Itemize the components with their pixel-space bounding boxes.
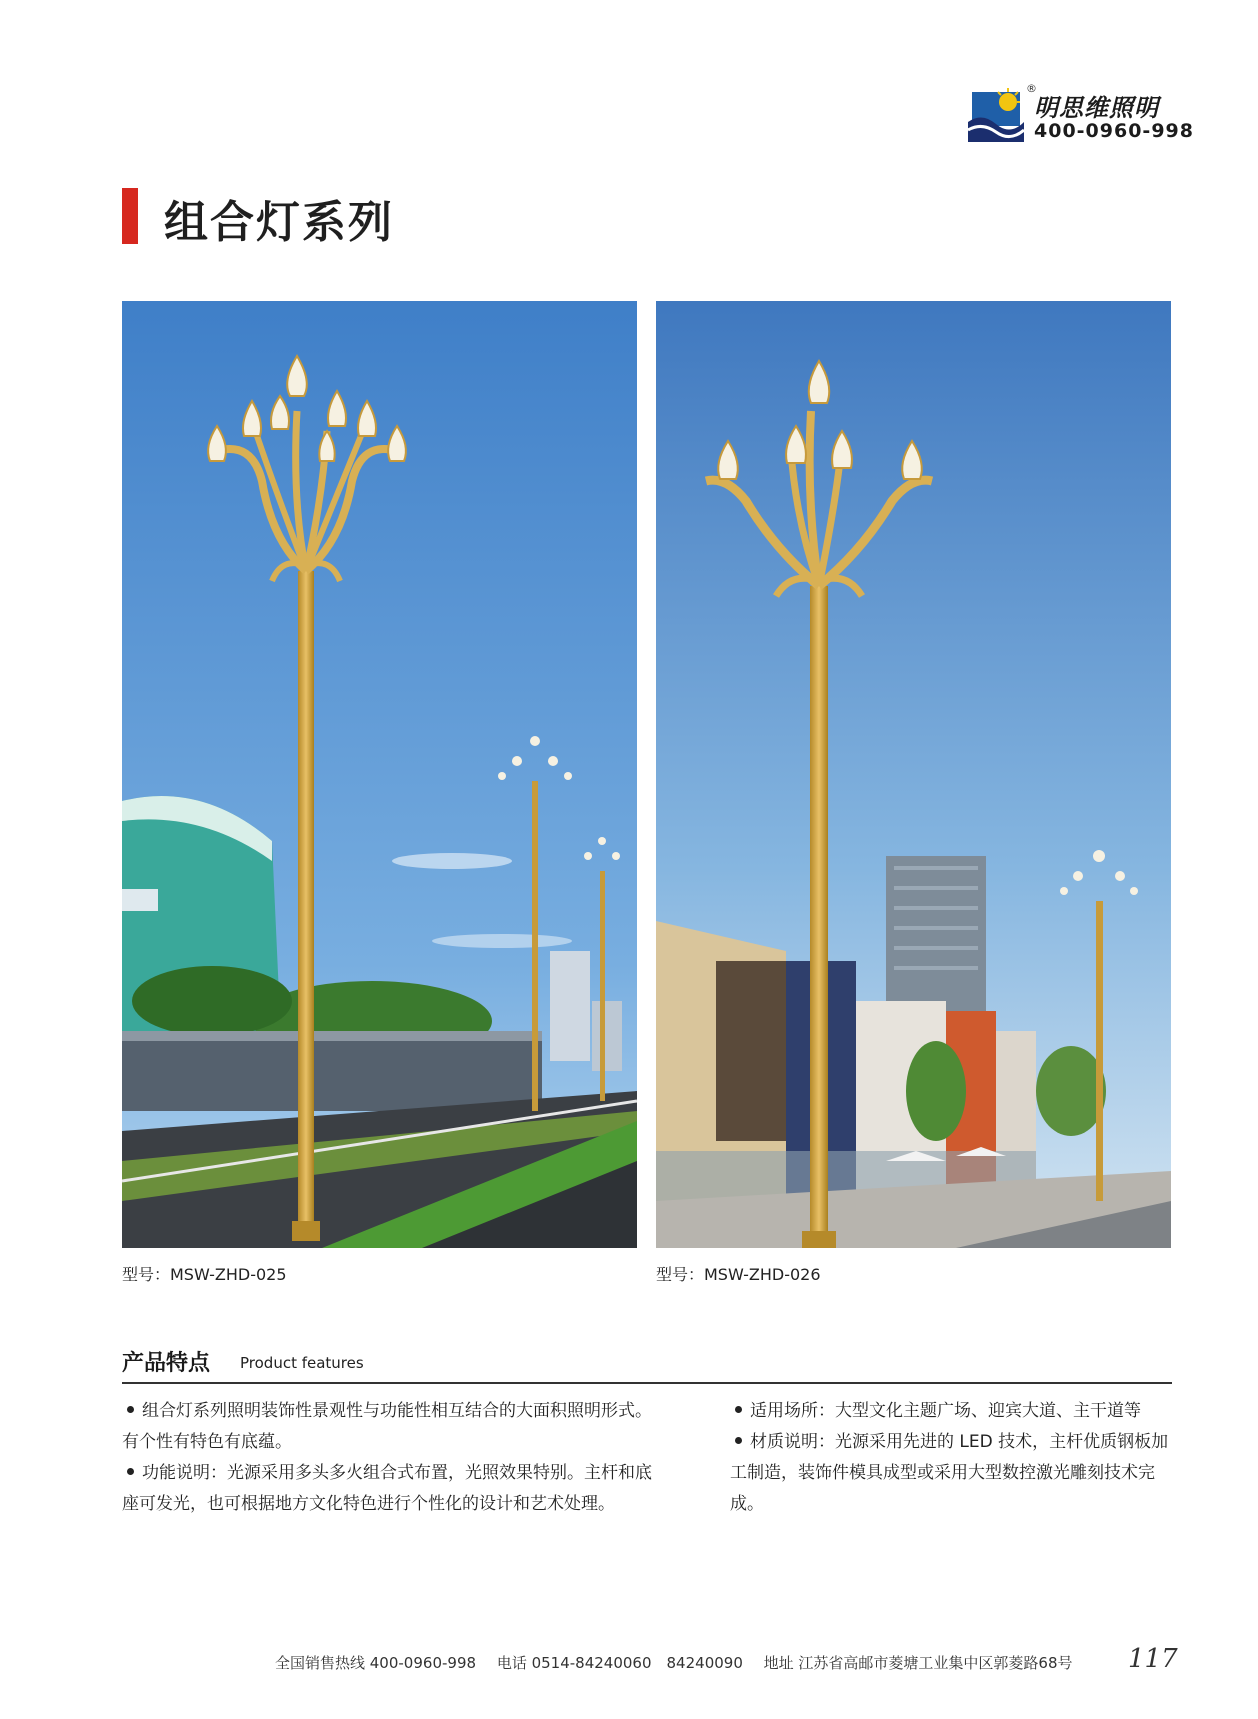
feature-item [730, 1427, 1172, 1520]
registered-mark: ® [1026, 82, 1037, 95]
footer-address: 地址 江苏省高邮市菱塘工业集中区郭菱路68号 [763, 1654, 1073, 1672]
feature-text: 材质说明：光源采用先进的 LED 技术，主杆优质钢板加工制造，装饰件模具成型或采用大型数控激光雕刻技术完成。 [730, 1432, 1169, 1514]
feature-text: 功能说明：光源采用多头多火组合式布置，光照效果特别。主杆和底座可发光，也可根据地方文化特色进行个性化的设计和艺术处理。 [122, 1463, 652, 1514]
product-photo-2 [656, 301, 1171, 1248]
footer-contact [275, 1652, 1089, 1673]
footer-hotline: 全国销售热线 400-0960-998 [275, 1654, 477, 1672]
bullet-icon [735, 1437, 742, 1444]
brand-logo [968, 82, 1194, 146]
bullet-icon [127, 1468, 134, 1475]
features-subtitle: Product features [240, 1354, 364, 1372]
features-right-column [730, 1396, 1172, 1520]
bullet-icon [127, 1406, 134, 1413]
section-divider [122, 1382, 1172, 1384]
brand-name: 明思维照明 [1034, 94, 1159, 122]
footer-tel: 电话 0514-84240060 84240090 [496, 1654, 743, 1672]
product-photo-1 [122, 301, 637, 1248]
brand-phone: 400-0960-998 [1034, 120, 1194, 142]
feature-item [122, 1396, 657, 1458]
product-caption-2: 型号：MSW-ZHD-026 [656, 1265, 821, 1284]
feature-item [730, 1396, 1172, 1427]
brand-logo-mark [968, 86, 1024, 142]
title-accent-bar [122, 188, 138, 244]
feature-text: 组合灯系列照明装饰性景观性与功能性相互结合的大面积照明形式。有个性有特色有底蕴。 [122, 1401, 652, 1452]
features-title: 产品特点 [122, 1351, 211, 1376]
feature-text: 适用场所：大型文化主题广场、迎宾大道、主干道等 [750, 1401, 1141, 1421]
features-left-column [122, 1396, 657, 1520]
product-caption-1: 型号：MSW-ZHD-025 [122, 1265, 287, 1284]
page-number: 117 [1128, 1644, 1178, 1674]
feature-item [122, 1458, 657, 1520]
page-title: 组合灯系列 [164, 197, 394, 248]
bullet-icon [735, 1406, 742, 1413]
